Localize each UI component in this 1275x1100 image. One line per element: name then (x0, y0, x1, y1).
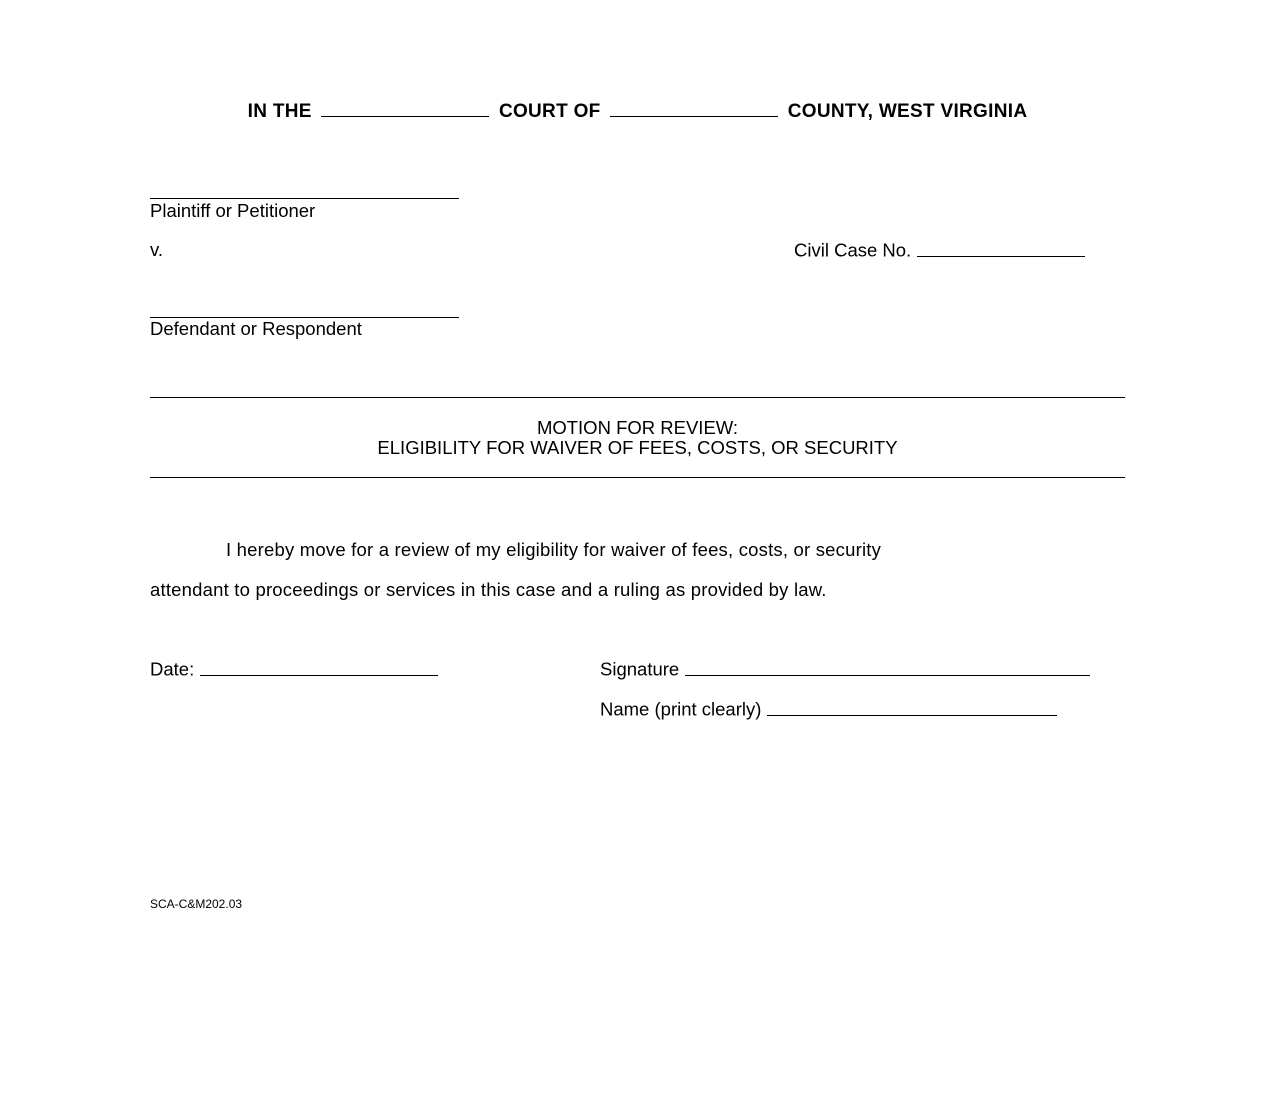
defendant-label: Defendant or Respondent (150, 318, 362, 339)
title-bottom-rule (150, 477, 1125, 478)
date-label: Date: (150, 658, 195, 680)
case-number-blank[interactable] (917, 239, 1085, 257)
plaintiff-label: Plaintiff or Petitioner (150, 200, 316, 221)
heading-prefix: IN THE (247, 101, 312, 123)
heading-middle: COURT OF (498, 101, 601, 123)
versus-label: v. (150, 239, 164, 260)
plaintiff-name-blank[interactable] (150, 198, 459, 199)
motion-title (0, 418, 1275, 458)
date-blank[interactable] (200, 658, 438, 676)
name-label: Name (print clearly) (600, 698, 762, 720)
signature-field (600, 658, 1090, 681)
name-blank[interactable] (767, 698, 1057, 716)
motion-title-line2: ELIGIBILITY FOR WAIVER OF FEES, COSTS, OR SECURITY (377, 437, 898, 458)
body-line-2: attendant to proceedings or services in this case and a ruling as provided by law. (150, 579, 827, 600)
signature-label: Signature (600, 658, 680, 680)
motion-title-line1: MOTION FOR REVIEW: (536, 417, 739, 438)
body-line-1: I hereby move for a review of my eligibility for waiver of fees, costs, or security (226, 539, 882, 560)
form-code: SCA-C&M202.03 (150, 897, 243, 911)
heading-suffix: COUNTY, WEST VIRGINIA (787, 101, 1028, 123)
signature-blank[interactable] (685, 658, 1090, 676)
case-number-field (794, 239, 1085, 262)
date-field (150, 658, 438, 681)
title-top-rule (150, 397, 1125, 398)
case-number-label: Civil Case No. (794, 239, 912, 261)
court-name-blank[interactable] (321, 99, 489, 117)
court-heading (0, 99, 1275, 123)
name-field (600, 698, 1057, 721)
county-name-blank[interactable] (610, 99, 778, 117)
